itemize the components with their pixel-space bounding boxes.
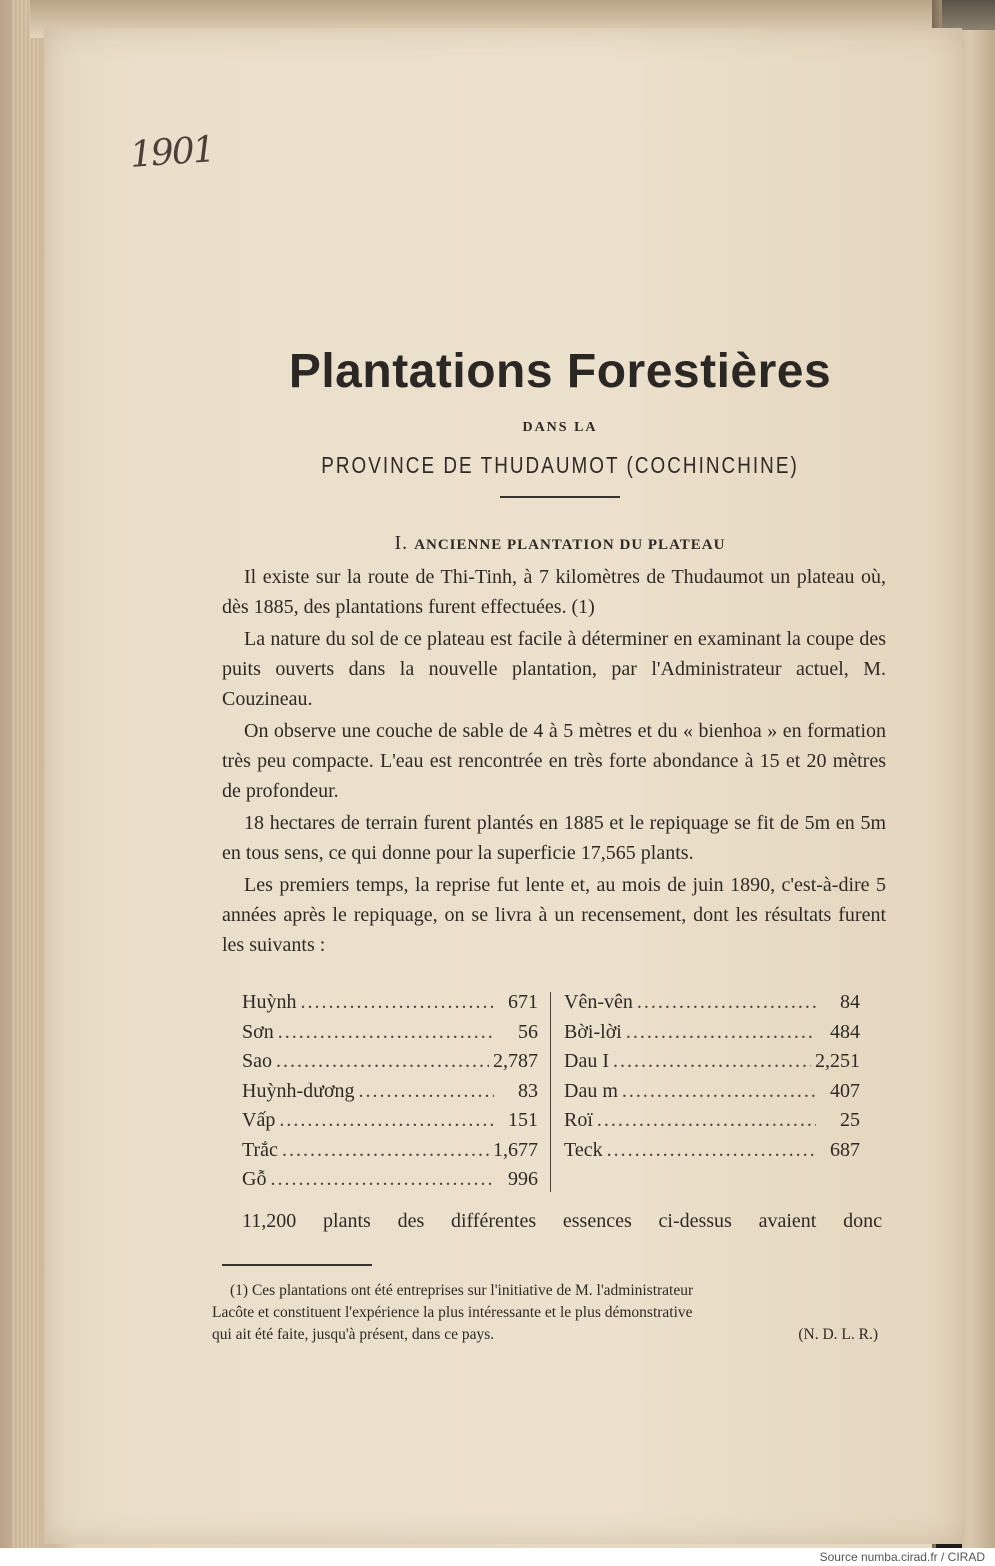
species-name: Bời-lời (564, 1020, 622, 1043)
leader-dots (270, 1165, 494, 1195)
paragraph: La nature du sol de ce plateau est facile à déterminer en examinant la coupe des puits ouverts dans la nouvelle plantation, par l'Administrateur actuel, M. Couzineau. (222, 628, 886, 710)
species-name: Teck (564, 1138, 603, 1161)
species-count: 484 (830, 1020, 860, 1043)
species-row (564, 988, 860, 1018)
species-name: Vấp (242, 1109, 276, 1131)
species-count: 84 (840, 991, 860, 1013)
species-name: Dau m (564, 1079, 618, 1102)
footnote-divider (222, 1264, 372, 1266)
species-row (564, 1047, 860, 1077)
leader-dots (622, 1077, 816, 1107)
footnote-line: (1) Ces plantations ont été entreprises sur l'initiative de M. l'administrateur (230, 1282, 694, 1299)
footnote-text: qui ait été faite, jusqu'à présent, dans ce pays. (212, 1326, 495, 1343)
handwritten-note: 1901 (128, 129, 215, 176)
species-row (242, 1165, 538, 1195)
species-row (242, 1106, 538, 1136)
species-row (242, 1077, 538, 1107)
species-count: 25 (840, 1109, 860, 1131)
species-count: 2,787 (493, 1050, 538, 1072)
book-page-edges (12, 0, 40, 1548)
title-divider (500, 496, 620, 498)
species-column-right (564, 988, 860, 1165)
column-divider (550, 992, 551, 1192)
species-row (242, 988, 538, 1018)
species-count: 83 (518, 1079, 538, 1102)
leader-dots (279, 1106, 494, 1136)
leader-dots (626, 1018, 816, 1048)
section-heading (210, 532, 910, 555)
leader-dots (607, 1136, 816, 1166)
species-name: Huỳnh-dương (242, 1079, 355, 1102)
species-row (564, 1018, 860, 1048)
species-count: 687 (830, 1138, 860, 1161)
species-count: 2,251 (815, 1050, 860, 1072)
paragraph: Il existe sur la route de Thi-Tinh, à 7 kilomètres de Thudaumot un plateau où, dès 1885, des plantations furent effectuées. (1) (222, 566, 886, 618)
species-row (242, 1047, 538, 1077)
leader-dots (613, 1047, 811, 1077)
species-row (564, 1136, 860, 1166)
species-row (242, 1136, 538, 1166)
species-count: 671 (508, 991, 538, 1013)
species-row (242, 1018, 538, 1048)
footnote-line: Lacôte et constituent l'expérience la plus intéressante et le plus démonstrative (212, 1304, 693, 1321)
binding-top (942, 0, 995, 30)
species-row (564, 1077, 860, 1107)
subtitle: PROVINCE DE THUDAUMOT (COCHINCHINE) (321, 452, 799, 478)
paragraph: 18 hectares de terrain furent plantés en 1885 et le repiquage se fit de 5m en 5m en tous sens, ce qui donne pour la superficie 17,565 plants. (222, 812, 886, 864)
paragraph: On observe une couche de sable de 4 à 5 mètres et du « bienhoa » en formation très peu compacte. L'eau est rencontrée en très forte abondance à 15 et 20 mètres de profondeur. (222, 720, 886, 802)
species-name: Sao (242, 1050, 272, 1072)
leader-dots (282, 1136, 489, 1166)
species-name: Vên-vên (564, 991, 633, 1013)
section-title: ANCIENNE PLANTATION DU PLATEAU (414, 537, 726, 553)
section-number: I. (394, 532, 409, 554)
leader-dots (276, 1047, 489, 1077)
species-count: 407 (830, 1079, 860, 1102)
leader-dots (278, 1018, 494, 1048)
species-name: Sơn (242, 1020, 274, 1043)
species-count: 56 (518, 1020, 538, 1043)
page-title: Plantations Forestières (288, 345, 832, 398)
species-name: Gỗ (242, 1168, 267, 1190)
subtitle-small: DANS LA (522, 420, 598, 435)
species-count: 1,677 (493, 1138, 538, 1161)
species-count: 996 (508, 1168, 538, 1190)
species-name: Dau I (564, 1050, 609, 1072)
closing-line: 11,200 plants des différentes essences ci-dessus avaient donc (242, 1210, 882, 1232)
species-row (564, 1106, 860, 1136)
species-name: Huỳnh (242, 991, 297, 1013)
footnote (212, 1280, 878, 1346)
leader-dots (359, 1077, 494, 1107)
footnote-line-last (212, 1324, 878, 1346)
source-credit: Source numba.cirad.fr / CIRAD (819, 1550, 985, 1564)
paragraph: Les premiers temps, la reprise fut lente et, au mois de juin 1890, c'est-à-dire 5 années après le repiquage, on se livra à un recensement, dont les résultats furent les suivants : (222, 874, 886, 956)
leader-dots (597, 1106, 816, 1136)
species-name: Trắc (242, 1138, 278, 1161)
species-name: Roï (564, 1109, 593, 1131)
species-column-left (242, 988, 538, 1195)
body-text (222, 562, 886, 962)
species-count-table (242, 988, 862, 1198)
species-count: 151 (508, 1109, 538, 1131)
leader-dots (300, 988, 494, 1018)
footnote-signature: (N. D. L. R.) (798, 1326, 878, 1343)
leader-dots (637, 988, 816, 1018)
